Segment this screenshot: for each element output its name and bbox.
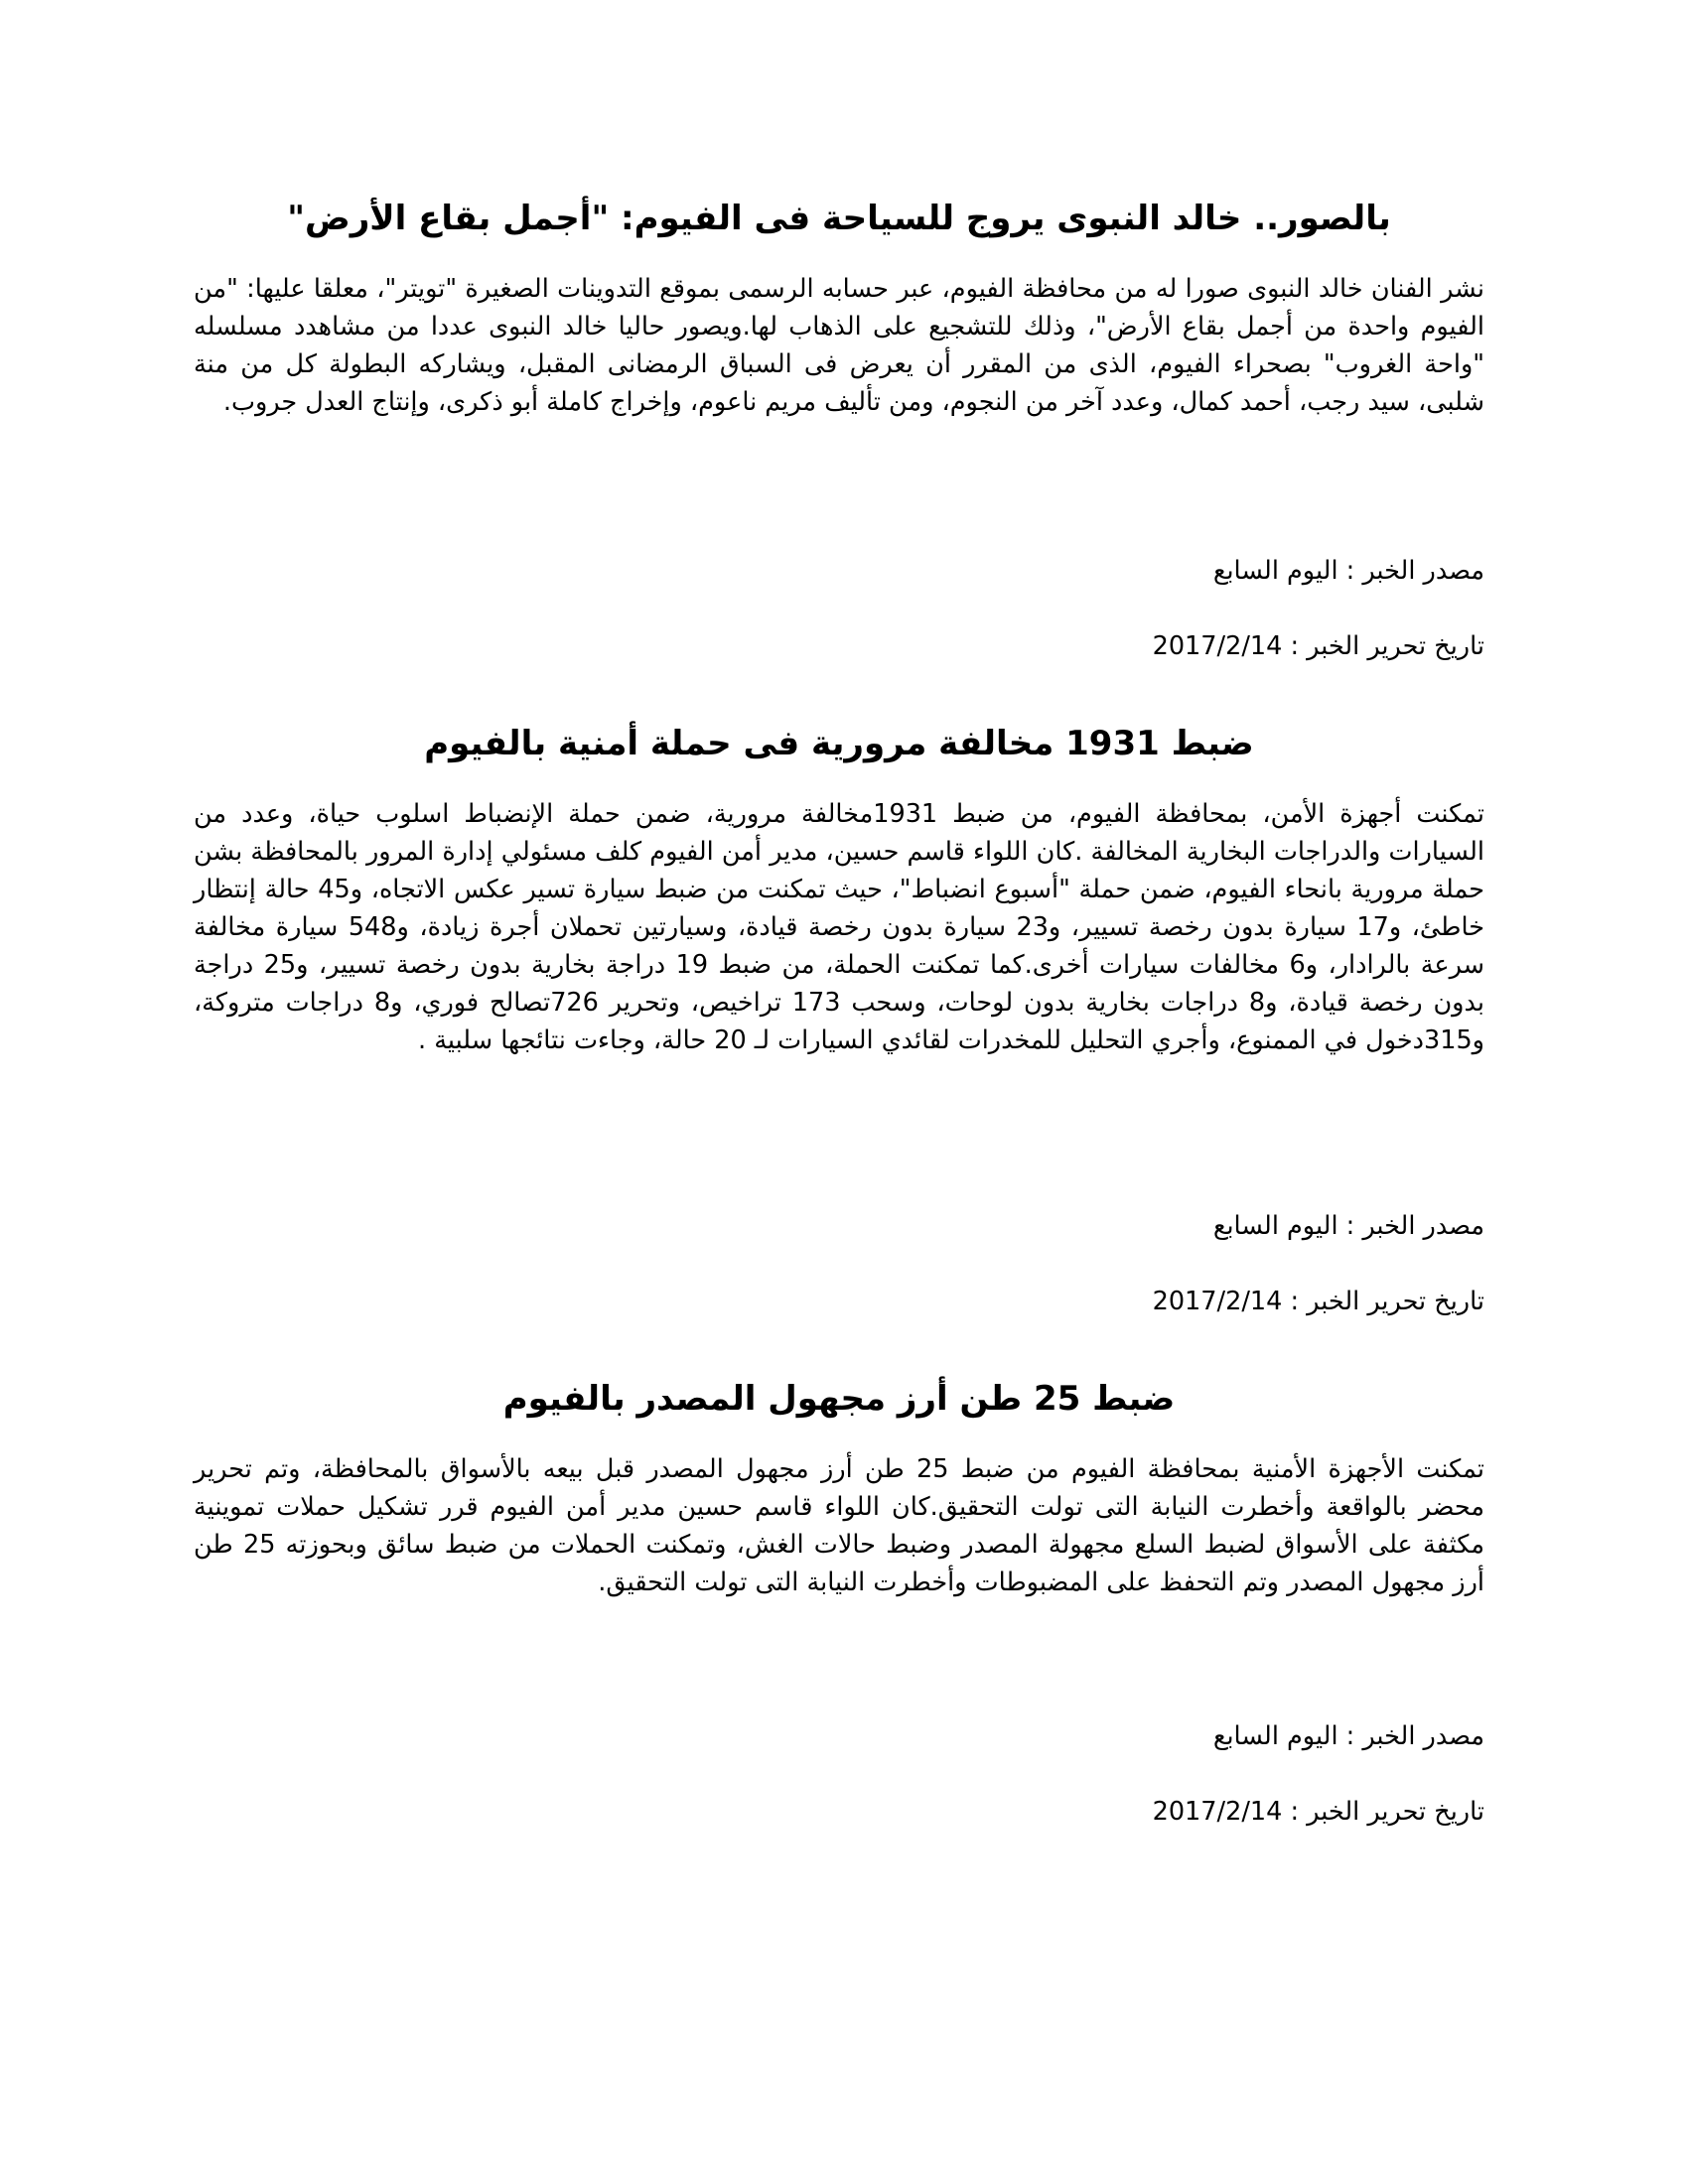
article-3-meta [194, 1717, 1484, 1755]
article-1-meta [194, 552, 1484, 590]
article-body: نشر الفنان خالد النبوى صورا له من محافظة الفيوم، عبر حسابه الرسمى بموقع التدوينات الصغيرة "تويتر"، معلقا عليها: "من الفيوم واحدة من أجمل بقاع الأرض"، وذلك للتشجيع على الذهاب لها.ويصور حاليا خالد النبوى عددا من مشاهدد مسلسله "واحة الغروب" بصحراء الفيوم، الذى من المقرر أن يعرض فى السباق الرمضانى المقبل، ويشاركه البطولة كل من منة شلبى، سيد رجب، أحمد كمال، وعدد آخر من النجوم، ومن تأليف مريم ناعوم، وإخراج كاملة أبو ذكرى، وإنتاج العدل جروب. [194, 274, 1484, 417]
article-3 [194, 1375, 1484, 1601]
article-date: تاريخ تحرير الخبر : 2017/2/14 [1152, 1797, 1484, 1827]
article-source: مصدر الخبر : اليوم السابع [1212, 1211, 1484, 1241]
article-2-meta [194, 1207, 1484, 1245]
article-date: تاريخ تحرير الخبر : 2017/2/14 [1152, 1287, 1484, 1316]
article-1-date-wrap [194, 627, 1484, 665]
article-body: تمكنت أجهزة الأمن، بمحافظة الفيوم، من ضبط 1931مخالفة مرورية، ضمن حملة الإنضباط اسلوب حياة، وعدد من السيارات والدراجات البخارية المخالفة .كان اللواء قاسم حسين، مدير أمن الفيوم كلف مسئولي إدارة المرور بالمحافظة بشن حملة مرورية بانحاء الفيوم، ضمن حملة "أسبوع انضباط"، حيث تمكنت من ضبط سيارة تسير عكس الاتجاه، و45 حالة إنتظار خاطئ، و17 سيارة بدون رخصة تسيير، و23 سيارة بدون رخصة قيادة، وسيارتين تحملان أجرة زيادة، و548 سيارة مخالفة سرعة بالرادار، و6 مخالفات سيارات أخرى.كما تمكنت الحملة، من ضبط 19 دراجة بخارية بدون رخصة تسيير، و25 دراجة بدون رخصة قيادة، و8 دراجات بخارية بدون لوحات، وسحب 173 تراخيص، وتحرير 726تصالح فوري، و8 دراجات متروكة، و315دخول في الممنوع، وأجري التحليل للمخدرات لقائدي السيارات لـ 20 حالة، وجاءت نتائجها سلبية . [194, 799, 1485, 1055]
article-headline: بالصور.. خالد النبوى يروج للسياحة فى الفيوم: "أجمل بقاع الأرض" [287, 199, 1391, 238]
article-headline: ضبط 1931 مخالفة مرورية فى حملة أمنية بالفيوم [424, 724, 1254, 763]
article-body: تمكنت الأجهزة الأمنية بمحافظة الفيوم من ضبط 25 طن أرز مجهول المصدر قبل بيعه بالأسواق بالمحافظة، وتم تحرير محضر بالواقعة وأخطرت النيابة التى تولت التحقيق.كان اللواء قاسم حسين مدير أمن الفيوم قرر تشكيل حملات تموينية مكثفة على الأسواق لضبط السلع مجهولة المصدر وضبط حالات الغش، وتمكنت الحملات من ضبط سائق وبحوزته 25 طن أرز مجهول المصدر وتم التحفظ على المضبوطات وأخطرت النيابة التى تولت التحقيق. [194, 1454, 1485, 1597]
article-2 [194, 720, 1484, 1059]
article-1 [194, 195, 1484, 421]
article-source: مصدر الخبر : اليوم السابع [1212, 1721, 1484, 1751]
article-2-date-wrap [194, 1283, 1484, 1320]
article-3-date-wrap [194, 1793, 1484, 1831]
article-date: تاريخ تحرير الخبر : 2017/2/14 [1152, 631, 1484, 661]
article-source: مصدر الخبر : اليوم السابع [1212, 556, 1484, 586]
article-headline: ضبط 25 طن أرز مجهول المصدر بالفيوم [502, 1379, 1176, 1419]
